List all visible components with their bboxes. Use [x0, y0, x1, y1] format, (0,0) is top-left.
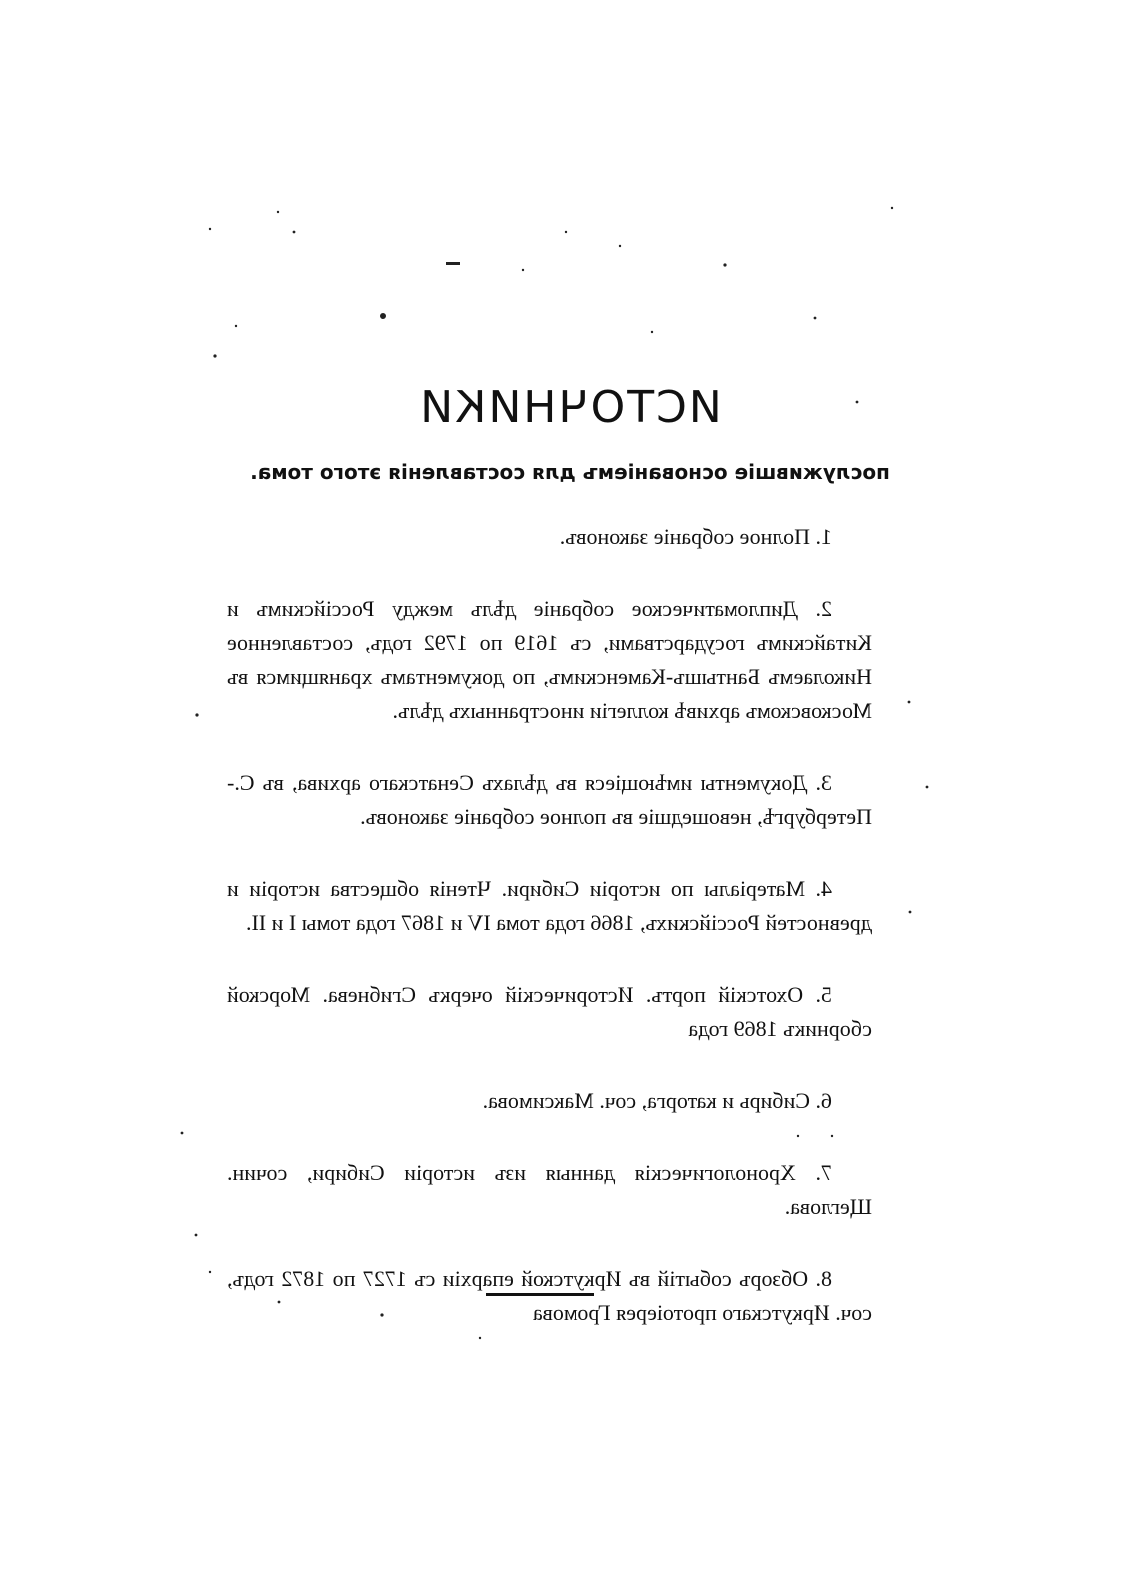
source-item: 1. Полное собраніе законовъ. [559, 524, 832, 549]
source-item: 7. Хронологическія данныя изъ исторіи Сибири, сочин. Щеглова. [227, 1160, 872, 1219]
source-item: 2. Дипломатическое собраніе дѣлъ между Россійскимъ и Китайскимъ государствами, съ 1619 по 1792 годъ, составленное Николаемъ Бантышъ-Каменскимъ, по документамъ хранящимся въ Московскомъ архивѣ коллегіи иностранныхъ дѣлъ. [227, 596, 872, 723]
end-divider [486, 1293, 594, 1296]
source-item: 5. Охотскій портъ. Историческій очеркъ Сгибнева. Морской сборникъ 1869 года [227, 982, 872, 1041]
source-item: 6. Сибирь и каторга, соч. Максимова. [482, 1088, 832, 1113]
sources-list [227, 520, 872, 1368]
page-subtitle: послужившіе основаніемъ для составленія этого тома. [250, 460, 890, 484]
page-title: ИСТОЧНИКИ [418, 382, 722, 433]
source-item: 3. Документы имѣющіеся въ дѣлахъ Сенатскаго архива, въ С.-Петербургѣ, невошедшіе въ полное собраніе законовъ. [227, 770, 872, 829]
source-item: 4. Матеріалы по исторіи Сибири. Чтенія общества исторіи и древностей Россійскихъ, 1866 года тома IV и 1867 года томы I и II. [227, 876, 872, 935]
source-item: 8. Обзоръ событій въ Иркутской епархіи съ 1727 по 1872 годъ, соч. Иркутскаго протоіерея Громова [227, 1266, 872, 1325]
